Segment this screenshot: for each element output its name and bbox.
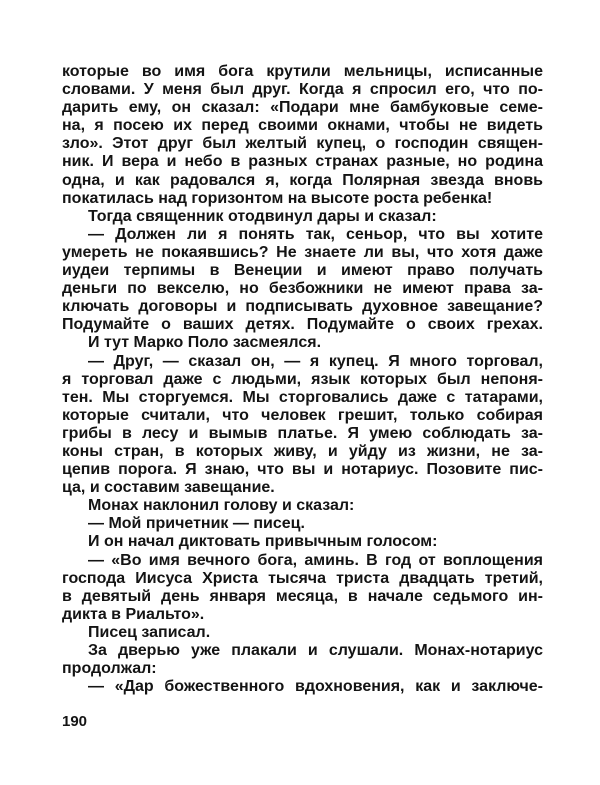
text-line: которые во имя бога крутили мельницы, исписанные (62, 63, 543, 80)
text-line: — «Дар божественного вдохновения, как и заключе- (88, 678, 543, 696)
text-line: тен. Мы сторгуемся. Мы сторговались даже с татарами, (62, 388, 543, 406)
text-line: дарить ему, он сказал: «Подари мне бамбуковые семе- (62, 99, 543, 117)
text-line: — Мой причетник — писец. (88, 515, 305, 533)
text-line: И он начал диктовать привычным голосом: (88, 533, 438, 551)
text-line: Тогда священник отодвинул дары и сказал: (88, 207, 437, 225)
text-line: Подумайте о ваших детях. Подумайте о своих грехах. (62, 316, 543, 334)
text-line: деньги по векселю, но безбожники не имеют права за- (62, 280, 543, 298)
text-line: дикта в Риальто». (62, 605, 205, 623)
text-line: ник. И вера и небо в разных странах разные, но родина (62, 153, 543, 171)
text-line: господа Иисуса Христа тысяча триста двадцать третий, (62, 569, 543, 587)
text-line: Монах наклонил голову и сказал: (88, 497, 355, 515)
text-line: — Друг, — сказал он, — я купец. Я много торговал, (88, 352, 543, 370)
text-line: зло». Этот друг был желтый купец, о господин священ- (62, 135, 543, 153)
text-line: умереть не покаявшись? Не знаете ли вы, что хотя даже (62, 243, 543, 261)
text-line: в девятый день января месяца, в начале седьмого ин- (62, 587, 543, 605)
text-line: я торговал даже с людьми, язык которых был непоня- (62, 370, 543, 388)
text-line: цепив порога. Я знаю, что вы и нотариус. Позовите пис- (62, 461, 543, 479)
text-line: ца, и составим завещание. (62, 479, 275, 497)
text-line: — Должен ли я понять так, сеньор, что вы хотите (88, 225, 543, 243)
book-page-text (62, 63, 543, 696)
text-line: которые считали, что человек грешит, только собирая (62, 406, 543, 424)
text-line: Писец записал. (88, 623, 211, 641)
page-number: 190 (62, 713, 88, 730)
text-line: И тут Марко Поло засмеялся. (88, 334, 322, 352)
text-line: на, я посею их перед своими окнами, чтобы не видеть (62, 117, 543, 135)
text-line: — «Во имя вечного бога, аминь. В год от воплощения (88, 551, 543, 569)
text-line: ключать договоры и подписывать духовное завещание? (62, 298, 543, 316)
text-line: покатилась над горизонтом на высоте роста ребенка! (62, 189, 493, 207)
text-line: коны стран, в которых живу, и уйду из жизни, не за- (62, 442, 543, 460)
text-line: За дверью уже плакали и слушали. Монах-нотариус (88, 642, 543, 659)
text-line: иудеи терпимы в Венеции и имеют право получать (62, 262, 543, 280)
text-line: словами. У меня был друг. Когда я спросил его, что по- (62, 81, 543, 99)
text-line: грибы в лесу и вымыв платье. Я умею соблюдать за- (62, 424, 543, 442)
text-line: одна, и как радовался я, когда Полярная звезда вновь (62, 171, 543, 189)
text-line: продолжал: (62, 660, 157, 678)
